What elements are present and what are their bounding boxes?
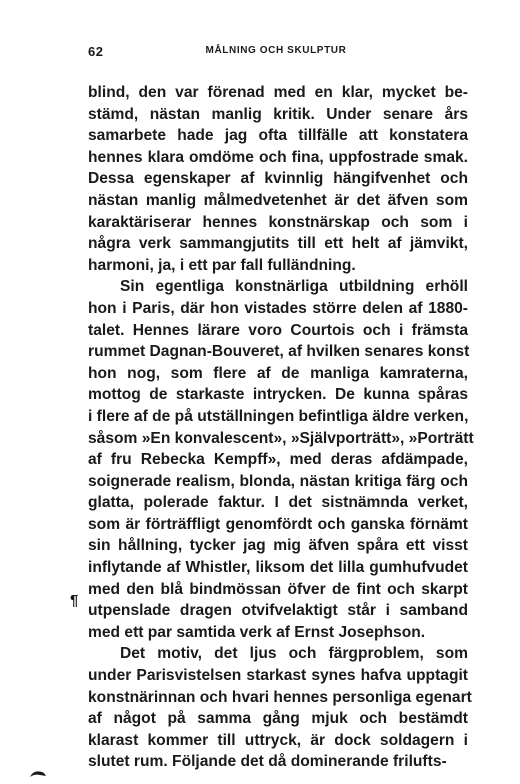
text-line: Dessa egenskaper af kvinnlig hängifvenhet och (88, 170, 468, 188)
text-line: soignerade realism, blonda, nästan kritiga färg och (88, 472, 468, 490)
corner-smudge-icon (28, 768, 48, 778)
text-line: Sin egentliga konstnärliga utbildning erhöll (120, 278, 468, 296)
text-line: Det motiv, det ljus och färgproblem, som (120, 645, 468, 663)
paragraph (88, 276, 474, 643)
text-line: slutet rum. Följande det då dominerande frilufts- (88, 753, 447, 771)
text-line: i flere af de på utställningen befintliga äldre verken, (88, 407, 469, 425)
text-line: stämd, nästan manlig kritik. Under senare års (88, 105, 468, 123)
text-line: glatta, polerade faktur. I det sistnämnda verket, (88, 494, 468, 512)
text-line: under Parisvistelsen starkast synes hafva upptagit (88, 667, 468, 685)
margin-mark: ¶ (70, 592, 79, 609)
text-line: några verk sammangjutits till ett helt af jämvikt, (88, 235, 468, 253)
text-line: med ett par samtida verk af Ernst Josephson. (88, 623, 426, 641)
text-line: nästan manlig målmedvetenhet är det äfven som (88, 191, 468, 209)
text-line: utpenslade dragen otvifvelaktigt står i samband (88, 602, 468, 620)
text-line: samarbete hade jag ofta tillfälle att konstatera (88, 127, 468, 145)
text-line: med den blå bindmössan öfver de fint och skarpt (88, 580, 468, 598)
page-number: 62 (88, 44, 104, 59)
body-text (88, 82, 474, 773)
text-line: hennes klara omdöme och fina, uppfostrade smak. (88, 148, 468, 166)
text-line: rummet Dagnan-Bouveret, af hvilken senares konst (88, 343, 470, 361)
text-line: karaktäriserar hennes konstnärskap och som i (88, 213, 468, 231)
page-header (88, 44, 464, 60)
text-line: af något på samma gång mjuk och bestämdt (88, 710, 468, 728)
text-line: blind, den var förenad med en klar, mycket be- (88, 84, 468, 101)
text-line: inflytande af Whistler, liksom det lilla gumhufvudet (88, 559, 468, 577)
text-line: som är förträffligt genomfördt och ganska förnämt (88, 515, 468, 533)
text-line: mottog de starkaste intrycken. De kunna spåras (88, 386, 468, 404)
text-line: hon nog, som flere af de manliga kamraterna, (88, 364, 468, 382)
text-line: klarast kommer till uttryck, är dock soldagern i (88, 731, 468, 749)
running-title: MÅLNING OCH SKULPTUR (205, 45, 347, 56)
text-line: harmoni, ja, i ett par fall fulländning. (88, 256, 356, 274)
text-line: sin hållning, tycker jag mig äfven spåra ett visst (88, 537, 468, 555)
text-line: konstnärinnan och hvari hennes personliga egenart (88, 688, 472, 706)
paragraph (88, 82, 468, 276)
text-line: såsom »En konvalescent», »Självporträtt», »Porträtt (88, 429, 474, 447)
text-line: af fru Rebecka Kempff», med deras afdämpade, (88, 451, 468, 469)
text-line: talet. Hennes lärare voro Courtois och i främsta (88, 321, 468, 339)
text-line: hon i Paris, där hon vistades större delen af 1880- (88, 299, 468, 317)
paragraph (88, 643, 472, 773)
